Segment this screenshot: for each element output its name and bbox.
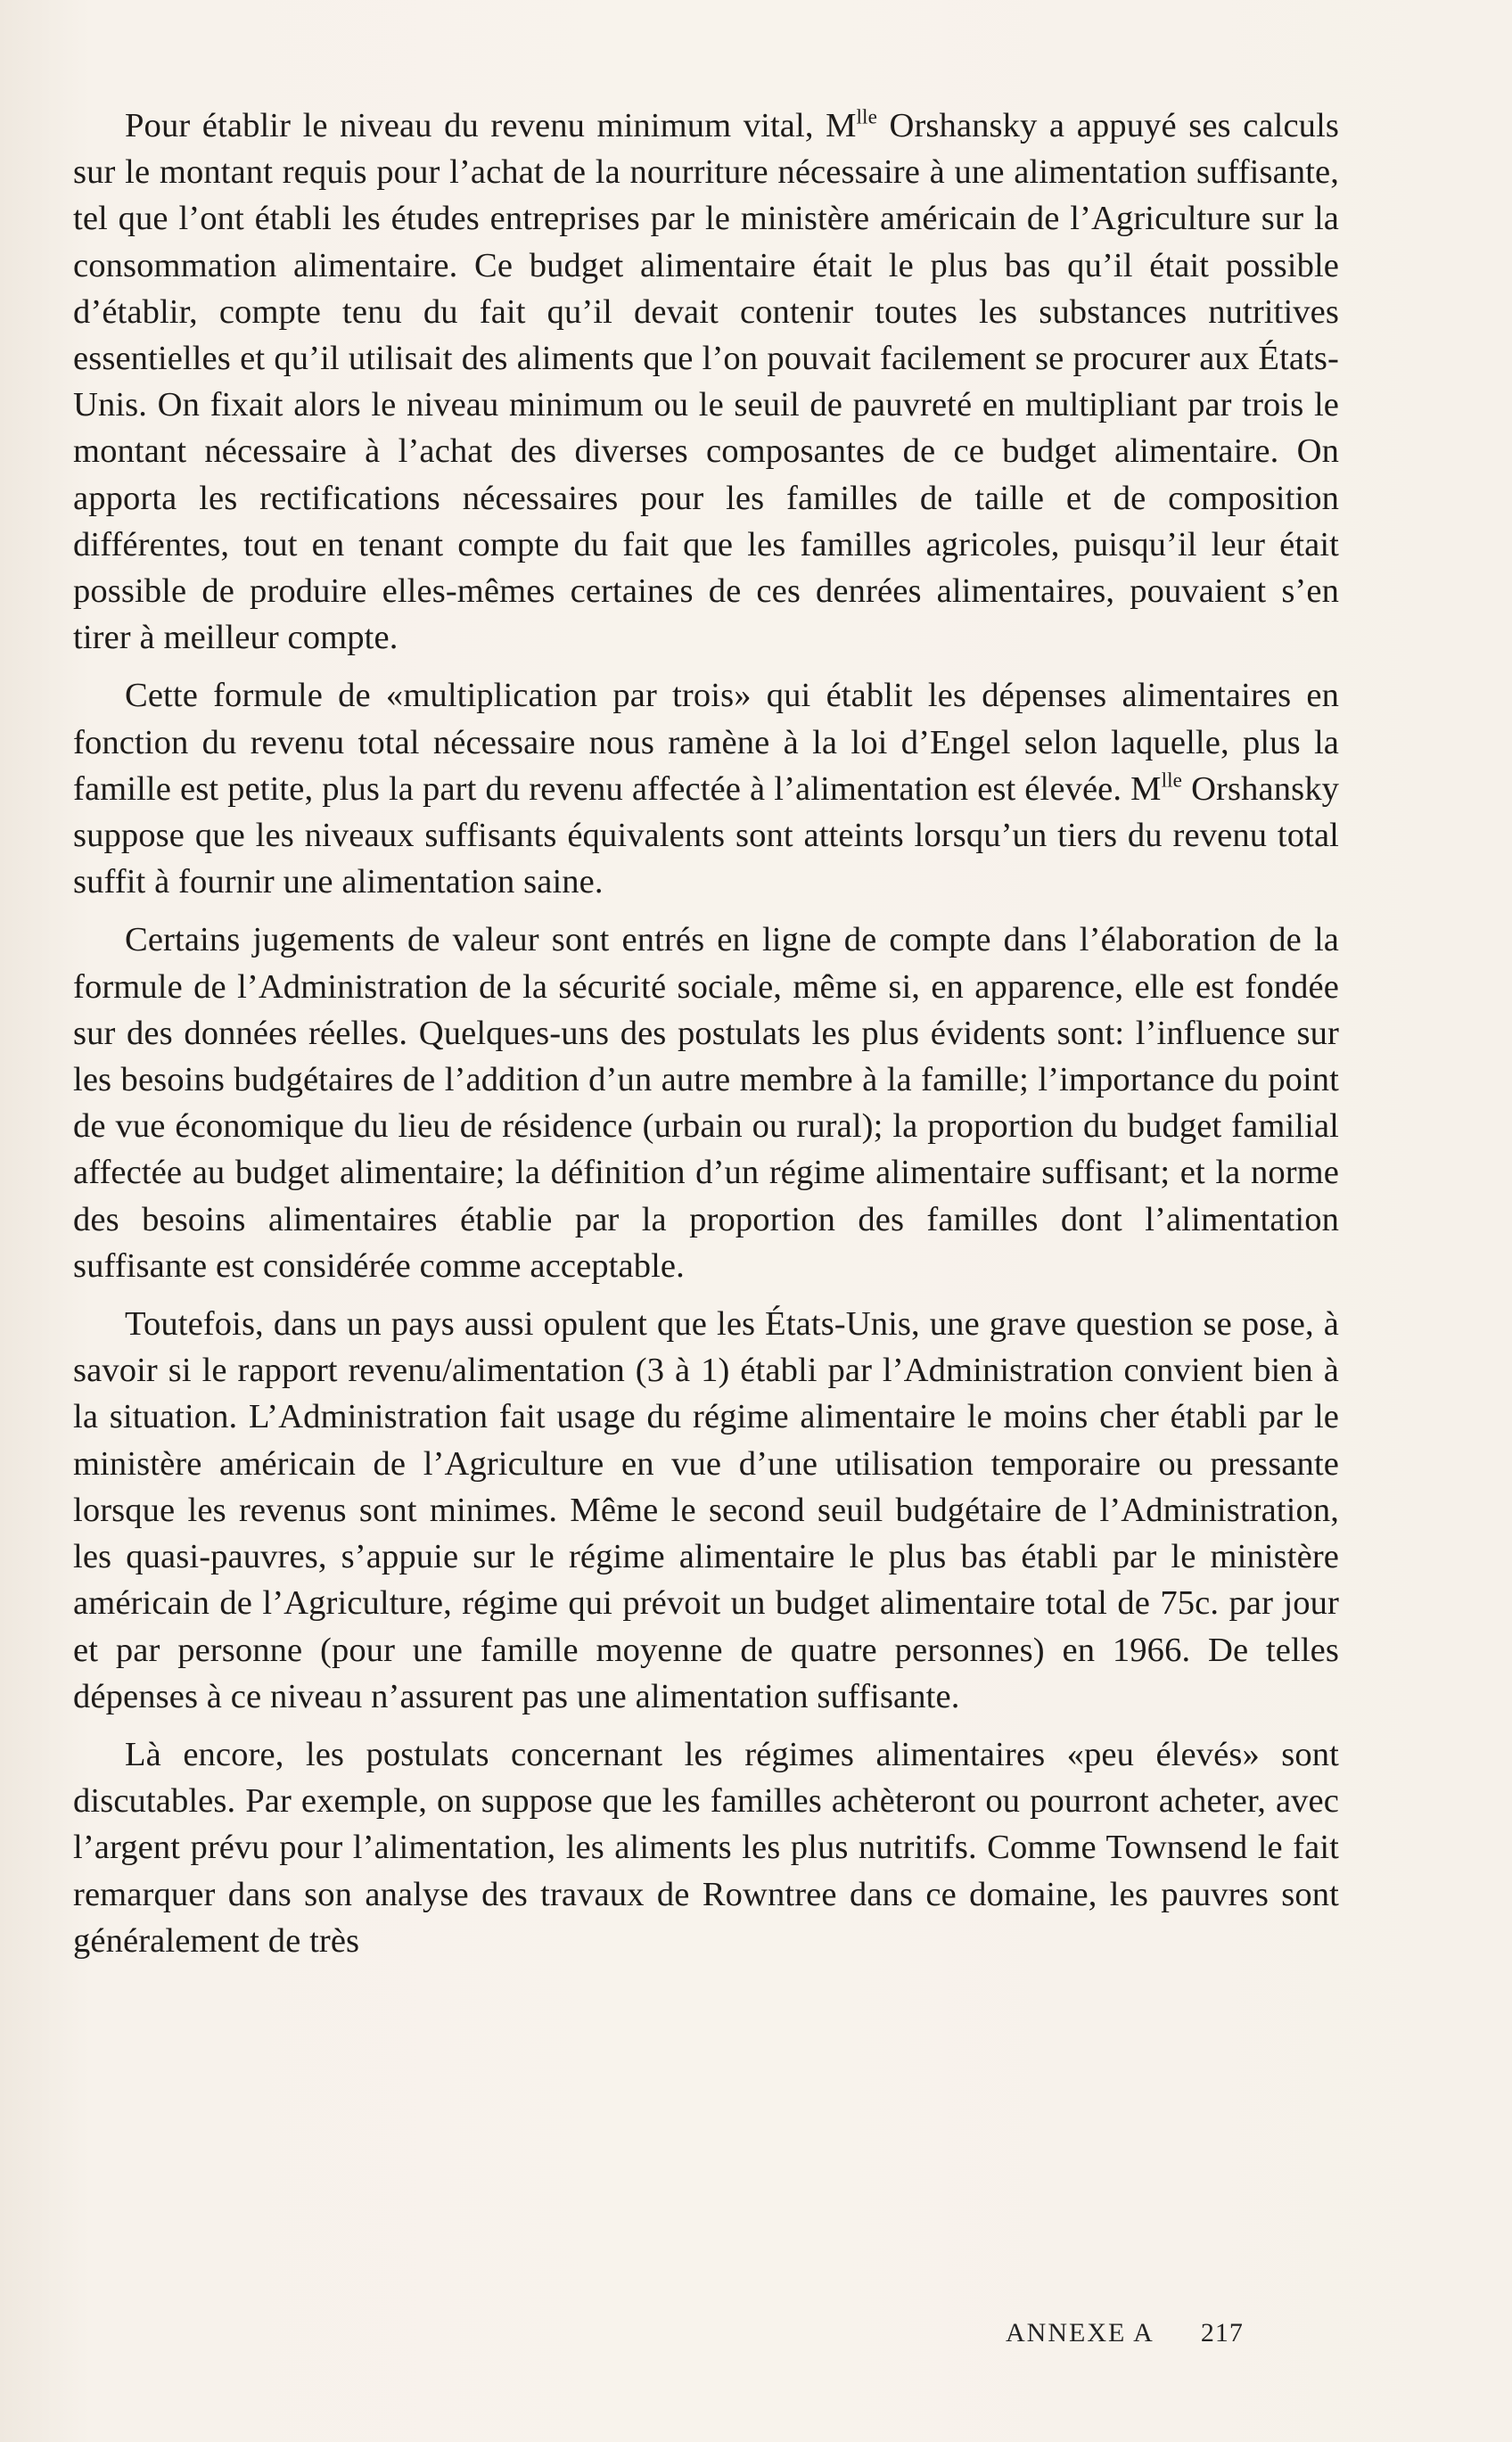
paragraph-4 xyxy=(73,1301,1339,1720)
paragraph-1-text: Pour établir le niveau du revenu minimum vital, M xyxy=(125,107,857,144)
paragraph-2-text: Cette formule de «multiplication par trois» qui établit les dépenses alimentaires en fonction du revenu total nécessaire nous ramène à la loi d’Engel selon laquelle, plus la famille est petite, plus la part du revenu affectée à l’alimentation est élevée. M xyxy=(73,677,1339,808)
running-footer-section: ANNEXE A xyxy=(1006,2318,1155,2347)
page-number: 217 xyxy=(1200,2318,1244,2347)
paragraph-3 xyxy=(73,917,1339,1289)
paragraph-2-text-cont: Orshansky suppose que les niveaux suffisants équivalents sont atteints lorsqu’un tiers du revenu total suffit à fournir une alimentation saine. xyxy=(73,769,1339,901)
paragraph-4-text: Toutefois, dans un pays aussi opulent que les États-Unis, une grave question se pose, à savoir si le rapport revenu/alimentation (3 à 1) établi par l’Administration convient bien à la situation. L’Administration fait usage du régime alimentaire le moins cher établi par le ministère américain de l’Agriculture en vue d’une utilisation temporaire ou pressante lorsque les revenus sont minimes. Même le second seuil budgétaire de l’Administration, les quasi-pauvres, s’appuie sur le régime alimentaire le plus bas établi par le ministère américain de l’Agriculture, régime qui prévoit un budget alimentaire total de 75c. par jour et par personne (pour une famille moyenne de quatre personnes) en 1966. De telles dépenses à ce niveau n’assurent pas une alimentation suffisante. xyxy=(73,1305,1339,1715)
paragraph-5-text: Là encore, les postulats concernant les régimes alimentaires «peu élevés» sont discutables. Par exemple, on suppose que les familles achèteront ou pourront acheter, avec l’argent prévu pour l’alimentation, les aliments les plus nutritifs. Comme Townsend le fait remarquer dans son analyse des travaux de Rowntree dans ce domaine, les pauvres sont généralement de très xyxy=(73,1735,1339,1960)
superscript-lle: lle xyxy=(856,105,877,129)
paragraph-1 xyxy=(73,103,1339,661)
paragraph-1-text-cont: Orshansky a appuyé ses calculs sur le montant requis pour l’achat de la nourriture nécessaire à une alimentation suffisante, tel que l’ont établi les études entreprises par le ministère américain de l’Agriculture sur la consommation alimentaire. Ce budget alimentaire était le plus bas qu’il était possible d’établir, compte tenu du fait qu’il devait contenir toutes les substances nutritives essentielles et qu’il utilisait des aliments que l’on pouvait facilement se procurer aux États-Unis. On fixait alors le niveau minimum ou le seuil de pauvreté en multipliant par trois le montant nécessaire à l’achat des diverses composantes de ce budget alimentaire. On apporta les rectifications nécessaires pour les familles de taille et de composition différentes, tout en tenant compte du fait que les familles agricoles, puisqu’il leur était possible de produire elles-mêmes certaines de ces denrées alimentaires, pouvaient s’en tirer à meilleur compte. xyxy=(73,107,1340,657)
paragraph-5 xyxy=(73,1731,1339,1964)
superscript-lle: lle xyxy=(1161,769,1183,793)
paragraph-2 xyxy=(73,672,1339,905)
paragraph-3-text: Certains jugements de valeur sont entrés en ligne de compte dans l’élaboration de la formule de l’Administration de la sécurité sociale, même si, en apparence, elle est fondée sur des données réelles. Quelques-uns des postulats les plus évidents sont: l’influence sur les besoins budgétaires de l’addition d’un autre membre à la famille; l’importance du point de vue économique du lieu de résidence (urbain ou rural); la proportion du budget familial affectée au budget alimentaire; la définition d’un régime alimentaire suffisant; et la norme des besoins alimentaires établie par la proportion des familles dont l’alimentation suffisante est considérée comme acceptable. xyxy=(73,921,1339,1285)
body-text xyxy=(73,103,1339,1976)
page-footer xyxy=(1006,2318,1244,2348)
